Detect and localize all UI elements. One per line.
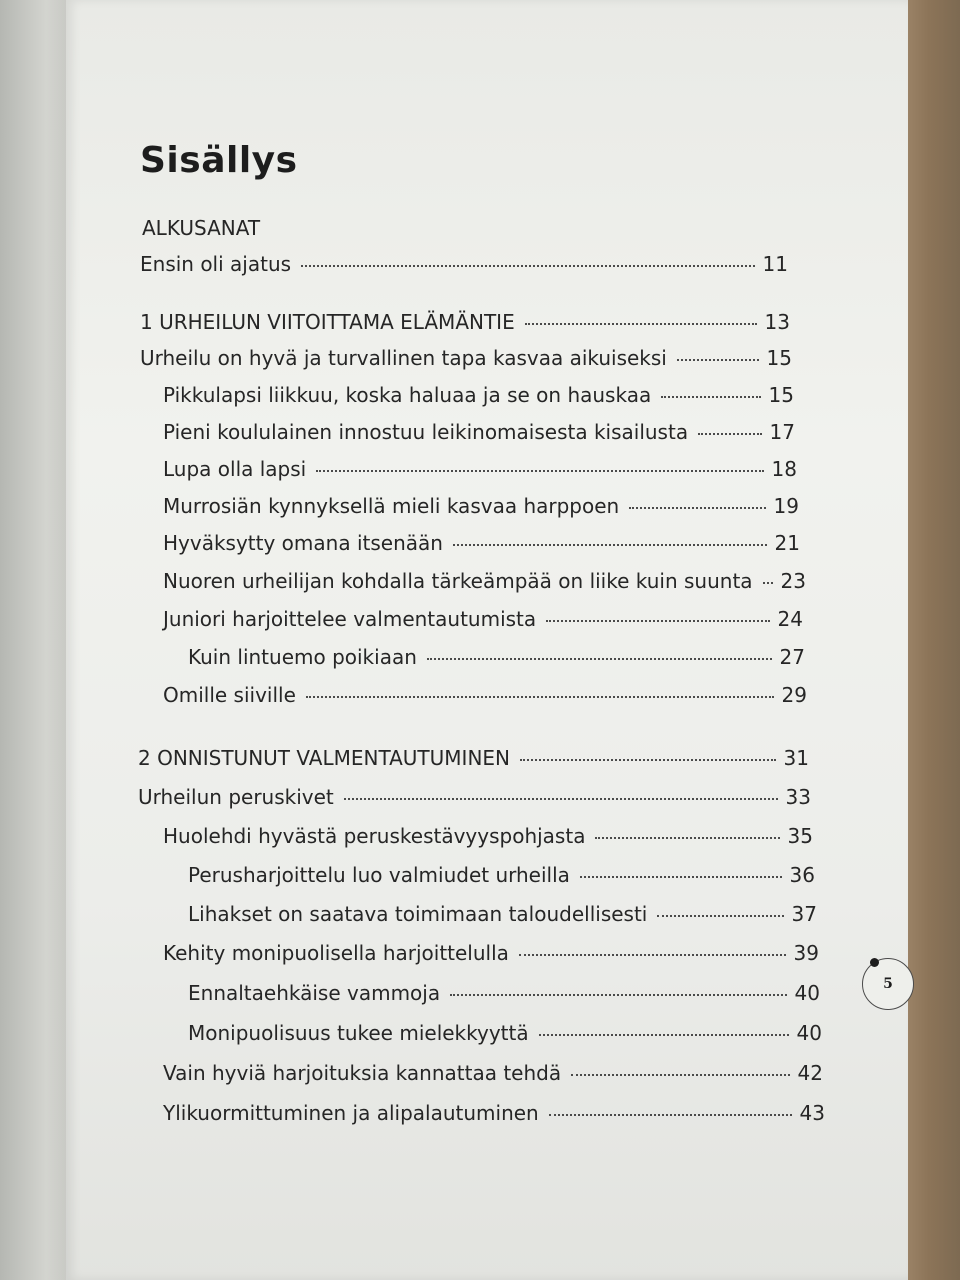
toc-subentry-label: Pieni koululainen innostuu leikinomaisesta kisailusta [163, 420, 689, 444]
toc-subsubentry-label: Ennaltaehkäise vammoja [188, 981, 441, 1005]
toc-entry-label: Urheilu on hyvä ja turvallinen tapa kasvaa aikuiseksi [140, 346, 667, 370]
dot-leader [698, 433, 761, 435]
toc-subentry-page-number: 18 [771, 457, 797, 481]
toc-subsubentry-label: Monipuolisuus tukee mielekkyyttä [188, 1021, 529, 1045]
toc-subsubentry [188, 902, 817, 926]
toc-subentry-page-number: 35 [787, 824, 813, 848]
toc-subsubentry [188, 981, 820, 1005]
toc-entry-page-number: 15 [766, 346, 792, 370]
dot-leader [580, 876, 782, 878]
toc-subentry-label: Omille siiville [163, 683, 296, 707]
toc-entry [140, 252, 788, 276]
dot-leader [677, 359, 759, 361]
toc-subsubentry-label: Kuin lintuemo poikiaan [188, 645, 417, 669]
dot-leader [763, 582, 773, 584]
toc-subentry-page-number: 23 [780, 569, 806, 593]
toc-subsubentry-page-number: 40 [794, 981, 820, 1005]
toc-subentry-label: Juniori harjoittelee valmentautumista [163, 607, 537, 631]
toc-subentry-page-number: 15 [768, 383, 794, 407]
toc-subentry [163, 1101, 825, 1125]
toc-chapter-label: 2 ONNISTUNUT VALMENTAUTUMINEN [138, 746, 511, 770]
dot-leader [595, 837, 779, 839]
toc-subentry [163, 941, 819, 965]
toc-subentry [163, 420, 795, 444]
toc-subentry [163, 569, 806, 593]
toc-subsubentry-label: Lihakset on saatava toimimaan taloudellisesti [188, 902, 648, 926]
toc-subsubentry [188, 1021, 822, 1045]
page-title: Sisällys [140, 140, 298, 181]
dot-leader [453, 544, 767, 546]
toc-subsubentry-page-number: 27 [779, 645, 805, 669]
toc-subentry [163, 383, 794, 407]
toc-subentry [163, 494, 799, 518]
toc-subentry-page-number: 43 [799, 1101, 825, 1125]
toc-subentry-label: Hyväksytty omana itsenään [163, 531, 443, 555]
toc-subentry-label: Huolehdi hyvästä peruskestävyyspohjasta [163, 824, 586, 848]
page-number-badge [862, 958, 914, 1010]
toc-subsubentry [188, 645, 805, 669]
toc-subsubentry-label: Perusharjoittelu luo valmiudet urheilla [188, 863, 570, 887]
dot-leader [525, 323, 757, 325]
dot-leader [661, 396, 760, 398]
dot-leader [546, 620, 769, 622]
dot-leader [316, 470, 763, 472]
toc-subentry-label: Lupa olla lapsi [163, 457, 307, 481]
toc-subentry [163, 824, 813, 848]
toc-subsubentry-page-number: 40 [796, 1021, 822, 1045]
toc-subentry-page-number: 17 [769, 420, 795, 444]
toc-chapter-page-number: 31 [783, 746, 809, 770]
toc-chapter-label: 1 URHEILUN VIITOITTAMA ELÄMÄNTIE [140, 310, 515, 334]
dot-leader [427, 658, 772, 660]
dot-leader [539, 1034, 789, 1036]
toc-subentry [163, 607, 803, 631]
toc-subsubentry [188, 863, 815, 887]
toc-subentry [163, 1061, 823, 1085]
toc-subentry-page-number: 29 [781, 683, 807, 707]
toc-entry-label: Urheilun peruskivet [138, 785, 334, 809]
toc-entry [140, 346, 792, 370]
dot-leader [450, 994, 786, 996]
dot-leader [344, 798, 778, 800]
toc-entry [138, 785, 811, 809]
toc-entry-page-number: 33 [785, 785, 811, 809]
toc-subentry-page-number: 39 [793, 941, 819, 965]
toc-subentry-label: Ylikuormittuminen ja alipalautuminen [163, 1101, 539, 1125]
badge-dot-icon [870, 958, 879, 967]
toc-subentry-label: Vain hyviä harjoituksia kannattaa tehdä [163, 1061, 562, 1085]
dot-leader [657, 915, 783, 917]
toc-subentry-label: Kehity monipuolisella harjoittelulla [163, 941, 509, 965]
toc-entry-page-number: 11 [762, 252, 788, 276]
dot-leader [301, 265, 755, 267]
toc-heading-alkusanat: ALKUSANAT [142, 216, 261, 240]
dot-leader [520, 759, 776, 761]
toc-subentry-page-number: 21 [774, 531, 800, 555]
toc-subsubentry-page-number: 36 [789, 863, 815, 887]
toc-entry-label: Ensin oli ajatus [140, 252, 292, 276]
toc-subentry [163, 457, 797, 481]
toc-subentry-page-number: 19 [773, 494, 799, 518]
dot-leader [571, 1074, 789, 1076]
toc-chapter-page-number: 13 [764, 310, 790, 334]
toc-chapter [138, 746, 809, 770]
toc-chapter [140, 310, 790, 334]
toc-subentry [163, 531, 800, 555]
toc-subentry-label: Nuoren urheilijan kohdalla tärkeämpää on liike kuin suunta [163, 569, 753, 593]
toc-subentry-page-number: 24 [777, 607, 803, 631]
toc-subentry [163, 683, 807, 707]
dot-leader [629, 507, 765, 509]
dot-leader [519, 954, 786, 956]
dot-leader [549, 1114, 792, 1116]
toc-subentry-page-number: 42 [797, 1061, 823, 1085]
toc-subentry-label: Murrosiän kynnyksellä mieli kasvaa harppoen [163, 494, 620, 518]
page-number: 5 [883, 976, 893, 992]
dot-leader [306, 696, 774, 698]
toc-subentry-label: Pikkulapsi liikkuu, koska haluaa ja se on hauskaa [163, 383, 652, 407]
toc-subsubentry-page-number: 37 [791, 902, 817, 926]
